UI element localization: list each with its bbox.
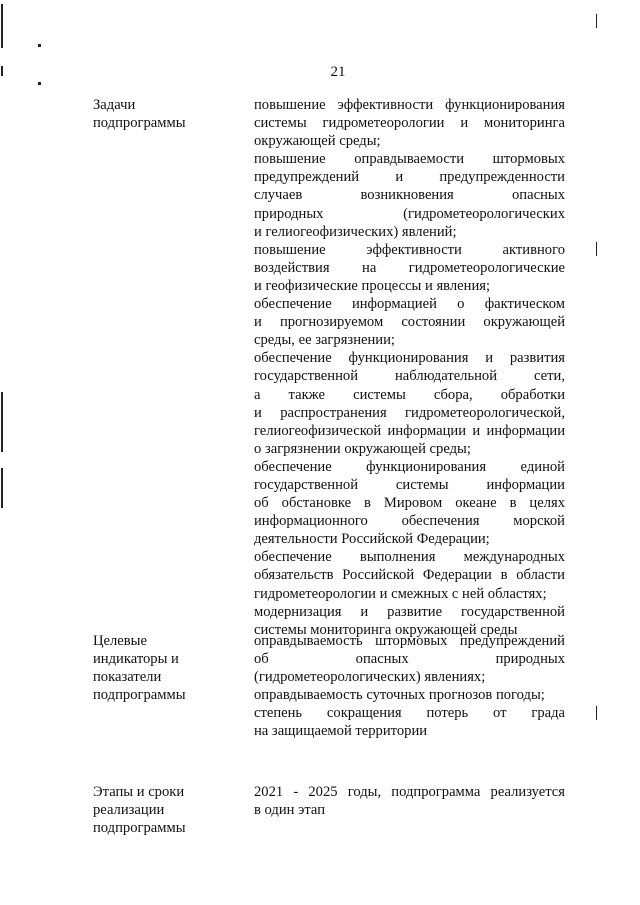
content-line: и геофизические процессы и явления; <box>254 277 491 294</box>
scan-artifact <box>596 242 597 256</box>
label-line: подпрограммы <box>93 820 186 837</box>
content-line: повышение эффективности активного <box>254 241 565 258</box>
label-line: индикаторы и <box>93 651 179 668</box>
content-line: случаев возникновения опасных <box>254 187 565 204</box>
content-line: и прогнозируемом состоянии окружающей <box>254 314 565 331</box>
stages-content <box>254 783 565 819</box>
content-line: информационного обеспечения морской <box>254 513 565 530</box>
stages-label <box>93 783 233 837</box>
content-line: гелиогеофизической информации и информации <box>254 422 565 439</box>
page-number: 21 <box>330 64 346 80</box>
content-line: обеспечение функционирования единой <box>254 458 565 475</box>
content-line: об опасных природных <box>254 651 565 668</box>
content-line: гидрометеорологии и смежных с ней областях; <box>254 585 547 602</box>
scan-artifact <box>1 4 3 48</box>
label-line: показатели <box>93 669 162 686</box>
label-line: Целевые <box>93 633 147 649</box>
content-line: системы гидрометеорологии и мониторинга <box>254 115 565 132</box>
label-line: Этапы и сроки <box>93 784 185 800</box>
scan-artifact <box>596 14 597 28</box>
content-line: обеспечение выполнения международных <box>254 549 565 566</box>
content-line: обеспечение информацией о фактическом <box>254 296 565 313</box>
label-line: подпрограммы <box>93 115 186 132</box>
tasks-label <box>93 96 233 132</box>
content-line: в один этап <box>254 802 326 819</box>
content-line: деятельности Российской Федерации; <box>254 531 490 548</box>
content-line: повышение оправдываемости штормовых <box>254 151 565 168</box>
indicators-content <box>254 632 565 741</box>
content-line: на защищаемой территории <box>254 723 428 740</box>
label-line: подпрограммы <box>93 687 186 704</box>
content-line: государственной системы информации <box>254 476 565 493</box>
scan-artifact <box>1 468 3 508</box>
content-line: о загрязнении окружающей среды; <box>254 440 471 457</box>
scan-artifact <box>38 82 41 85</box>
content-line: степень сокращения потерь от града <box>254 705 565 722</box>
scan-artifact <box>596 706 597 720</box>
label-line: Задачи <box>93 97 136 113</box>
label-line: реализации <box>93 802 165 819</box>
content-line: обеспечение функционирования и развития <box>254 350 565 367</box>
content-line: модернизация и развитие государственной <box>254 603 565 620</box>
content-line: среды, ее загрязнении; <box>254 332 395 349</box>
indicators-label <box>93 632 233 704</box>
tasks-content <box>254 96 565 639</box>
content-line: государственной наблюдательной сети, <box>254 368 565 385</box>
content-line: окружающей среды; <box>254 133 381 150</box>
content-line: 2021 - 2025 годы, подпрограмма реализуется <box>254 784 565 800</box>
content-line: оправдываемость штормовых предупреждений <box>254 633 565 649</box>
scan-artifact <box>1 392 3 452</box>
content-line: природных (гидрометеорологических <box>254 205 565 222</box>
content-line: (гидрометеорологических) явлениях; <box>254 669 486 686</box>
content-line: и распространения гидрометеорологической, <box>254 404 565 421</box>
content-line: оправдываемость суточных прогнозов погоды; <box>254 687 545 704</box>
content-line: обязательств Российской Федерации в области <box>254 567 565 584</box>
content-line: системы мониторинга окружающей среды <box>254 621 518 638</box>
scan-artifact <box>38 44 41 47</box>
content-line: об обстановке в Мировом океане в целях <box>254 495 565 512</box>
content-line: воздействия на гидрометеорологические <box>254 259 565 276</box>
content-line: предупреждений и предупрежденности <box>254 169 565 186</box>
content-line: и гелиогеофизических) явлений; <box>254 223 457 240</box>
content-line: а также системы сбора, обработки <box>254 386 565 403</box>
content-line: повышение эффективности функционирования <box>254 97 565 113</box>
